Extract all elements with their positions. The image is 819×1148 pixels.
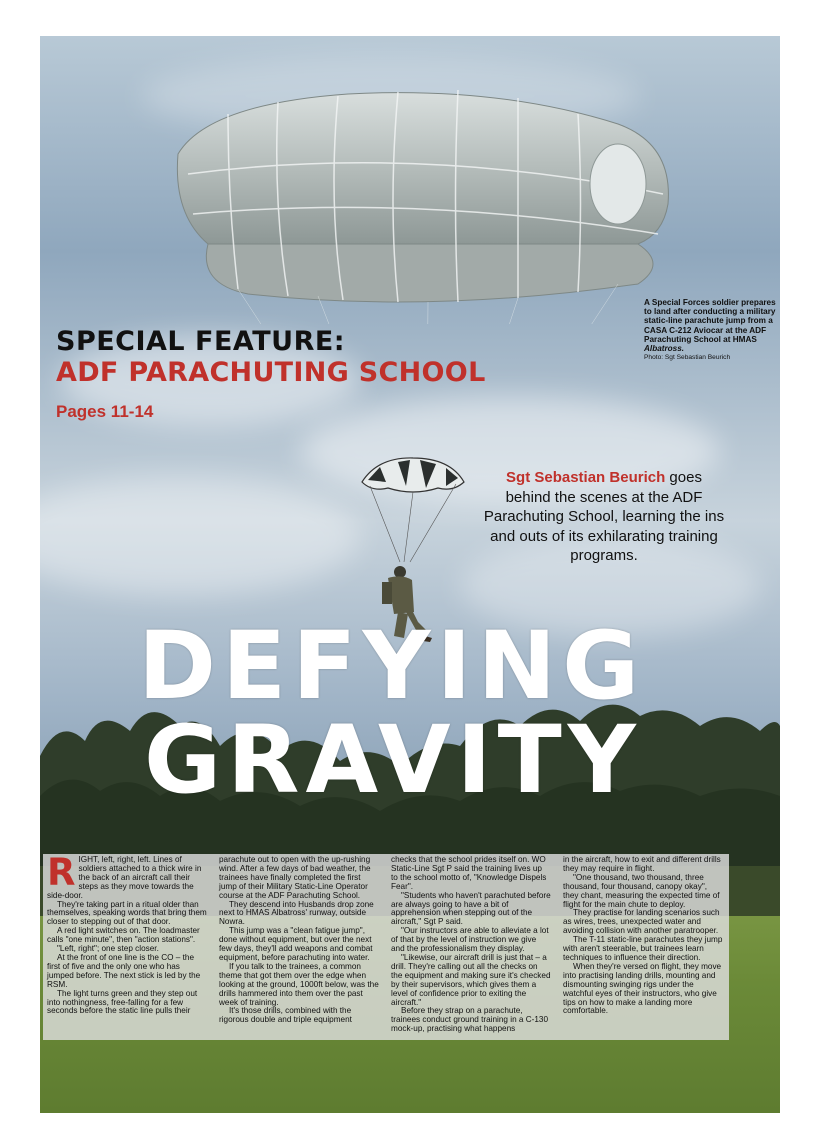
byline: Sgt Sebastian Beurich [506,469,666,486]
caption-text: A Special Forces soldier prepares to land after conducting a military static-line parachute jump from a CASA C-212 Aviocar at the ADF Parachuting School at HMAS [644,298,776,344]
paragraph: The light turns green and they step out into nothingness, free-falling for a few seconds before the static line pulls their [47,988,198,1016]
paragraph: checks that the school prides itself on. WO Static-Line Sgt P said the training lives up to the school motto of, "Knowledge Dispels Fear". [391,855,547,891]
standfirst-text: goes behind the scenes at the ADF Parachuting School, learning the ins and outs of its exhilarating training programs. [483,469,725,564]
paragraph: They're taking part in a ritual older than themselves, speaking words that bring them closer to stepping out of that door. [47,899,207,927]
paragraph: parachute out to open with the up-rushing wind. After a few days of bad weather, the trainees have finally completed the first jump of their Military Static-Line Operator course at the ADF Parachuting School. [219,855,371,900]
article-column-1 [47,851,207,1040]
paragraph: If you talk to the trainees, a common theme that got them over the edge when looking at the ground, 1000ft below, was the drills hammered into them over the past week of training. [219,961,379,1007]
paragraph: The T-11 static-line parachutes they jump with aren't steerable, but trainees learn techniques to influence their direction. [563,935,723,962]
paragraph: A red light switches on. The loadmaster calls "one minute", then "action stations". [47,926,200,945]
article-body [43,851,729,1040]
article-column-3 [391,856,551,1040]
article-column-4 [563,856,723,1040]
photo-credit: Photo: Sgt Sebastian Beurich [644,354,731,362]
paragraph: This jump was a "clean fatigue jump", done without equipment, but over the next few days, they'll add weapons and combat equipment, before parachuting into water. [219,926,373,962]
paragraph [47,851,207,901]
paragraph: They practise for landing scenarios such as wires, trees, unexpected water and avoiding collision with another paratrooper. [563,908,720,936]
feature-kicker: SPECIAL FEATURE: [56,326,346,357]
drop-cap: R [47,851,76,894]
headline [138,612,738,815]
paragraph: "Students who haven't parachuted before are always going to have a bit of apprehension when stepping out of the aircraft," Sgt P said. [391,890,551,927]
paragraph: in the aircraft, how to exit and different drills they may require in flight. [563,855,721,873]
parachute-canopy [168,84,678,324]
headline-line-2: GRAVITY [144,706,642,815]
paragraph: At the front of one line is the CO – the first of five and the only one who has jumped before. The next stick is led by the RSM. [47,952,201,989]
paragraph: They descend into Husbands drop zone next to HMAS Albatross' runway, outside Nowra. [219,899,374,927]
paragraph: "One thousand, two thousand, three thousand, four thousand, canopy okay", they chant, measuring the expected time of flight for the main chute to deploy. [563,872,720,909]
caption-ship: Albatross. [644,344,685,354]
paragraph: "Likewise, our aircraft drill is just that – a drill. They're calling out all the checks on the equipment and making sure it's checked by their supervisors, which gives them a level of confidence prior to exiting the aircraft." [391,952,551,1007]
standfirst [482,468,726,566]
feature-pages: Pages 11-14 [56,402,154,421]
article-column-2 [219,856,379,1040]
paragraph: It's those drills, combined with the rigorous double and triple equipment [219,1006,352,1025]
paragraph: "Our instructors are able to alleviate a lot of that by the level of instruction we give and the professionalism they display. [391,926,549,954]
feature-title: ADF PARACHUTING SCHOOL [56,357,486,388]
paragraph: "Left, right"; one step closer. [57,944,159,954]
photo-caption [644,298,780,362]
headline-line-1: DEFYING [138,612,646,721]
paragraph: When they're versed on flight, they move into practising landing drills, mounting and dismounting swinging rigs under the watchful eyes of their instructors, who give tips on how to make a landing more comfortable. [563,961,722,1016]
paragraph: Before they strap on a parachute, trainees conduct ground training in a C-130 mock-up, practising what happens [391,1006,549,1034]
paragraph-text: IGHT, left, right, left. Lines of soldiers attached to a thick wire in the back of an aircraft call their steps as they move towards the side-door. [47,855,202,900]
